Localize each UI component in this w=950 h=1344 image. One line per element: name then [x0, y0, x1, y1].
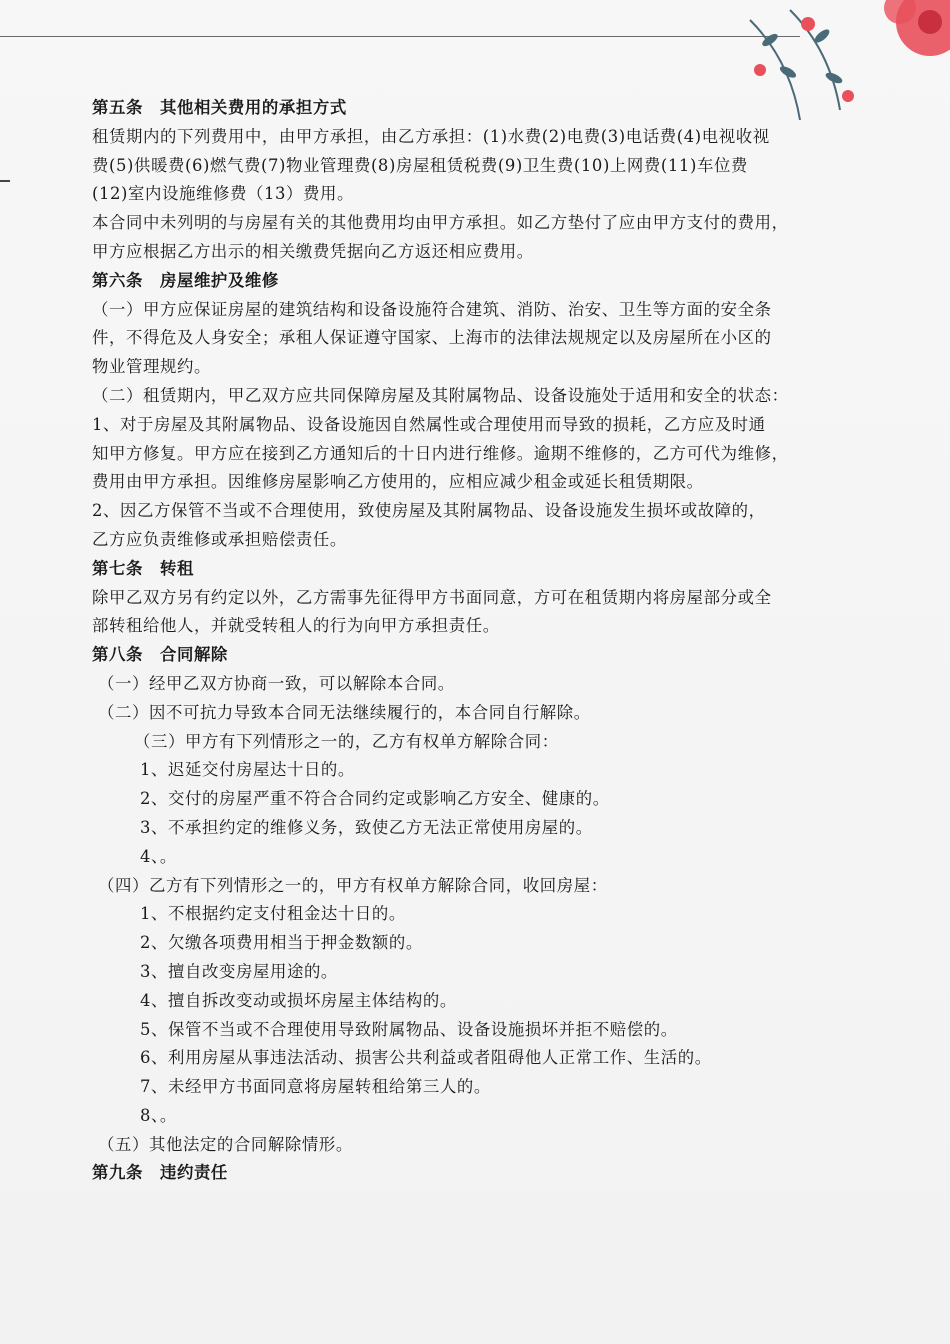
- text-line: 租赁期内的下列费用中，由甲方承担，由乙方承担：(1)水费(2)电费(3)电话费(4)电视收视: [92, 126, 770, 146]
- text-line: 5、保管不当或不合理使用导致附属物品、设备设施损坏并拒不赔偿的。: [140, 1019, 678, 1039]
- text-line: 除甲乙双方另有约定以外，乙方需事先征得甲方书面同意，方可在租赁期内将房屋部分或全: [92, 587, 772, 607]
- text-line: 2、交付的房屋严重不符合合同约定或影响乙方安全、健康的。: [140, 789, 610, 809]
- text-line: （二）租赁期内，甲乙双方应共同保障房屋及其附属物品、设备设施处于适用和安全的状态：: [92, 385, 789, 405]
- section-heading: 第六条 房屋维护及维修: [92, 270, 279, 290]
- text-line: 费(5)供暖费(6)燃气费(7)物业管理费(8)房屋租赁税费(9)卫生费(10)上网费(11)车位费: [92, 155, 748, 175]
- margin-mark: [0, 180, 10, 182]
- text-line: 1、对于房屋及其附属物品、设备设施因自然属性或合理使用而导致的损耗，乙方应及时通: [92, 414, 766, 434]
- text-line: （一）甲方应保证房屋的建筑结构和设备设施符合建筑、消防、治安、卫生等方面的安全条: [92, 299, 772, 319]
- text-line: 甲方应根据乙方出示的相关缴费凭据向乙方返还相应费用。: [92, 241, 534, 261]
- text-line: 本合同中未列明的与房屋有关的其他费用均由甲方承担。如乙方垫付了应由甲方支付的费用，: [92, 213, 789, 233]
- text-line: 部转租给他人，并就受转租人的行为向甲方承担责任。: [92, 616, 500, 636]
- text-line: （三）甲方有下列情形之一的，乙方有权单方解除合同：: [134, 731, 559, 751]
- text-line: 乙方应负责维修或承担赔偿责任。: [92, 529, 347, 549]
- text-line: 2、欠缴各项费用相当于押金数额的。: [140, 933, 423, 953]
- text-line: 4、擅自拆改变动或损坏房屋主体结构的。: [140, 990, 457, 1010]
- text-line: 1、迟延交付房屋达十日的。: [140, 760, 355, 780]
- section-heading: 第九条 违约责任: [92, 1163, 228, 1183]
- section-heading: 第七条 转租: [92, 558, 194, 578]
- header-rule: [0, 36, 800, 37]
- text-line: （二）因不可抗力导致本合同无法继续履行的，本合同自行解除。: [98, 702, 591, 722]
- text-line: 知甲方修复。甲方应在接到乙方通知后的十日内进行维修。逾期不维修的，乙方可代为维修，: [92, 443, 789, 463]
- text-line: 4、。: [140, 846, 177, 866]
- section-heading: 第八条 合同解除: [92, 645, 228, 665]
- text-line: 6、利用房屋从事违法活动、损害公共利益或者阻碍他人正常工作、生活的。: [140, 1048, 712, 1068]
- text-line: 7、未经甲方书面同意将房屋转租给第三人的。: [140, 1077, 491, 1097]
- text-line: 费用由甲方承担。因维修房屋影响乙方使用的，应相应减少租金或延长租赁期限。: [92, 472, 704, 492]
- text-line: 3、擅自改变房屋用途的。: [140, 961, 338, 981]
- text-line: （五）其他法定的合同解除情形。: [98, 1134, 353, 1154]
- text-line: （一）经甲乙双方协商一致，可以解除本合同。: [98, 673, 455, 693]
- contract-body: [92, 94, 872, 1188]
- text-line: (12)室内设施维修费（13）费用。: [92, 184, 354, 204]
- text-line: 1、不根据约定支付租金达十日的。: [140, 904, 406, 924]
- text-line: 2、因乙方保管不当或不合理使用，致使房屋及其附属物品、设备设施发生损坏或故障的，: [92, 501, 766, 521]
- section-heading: 第五条 其他相关费用的承担方式: [92, 98, 347, 117]
- text-line: 3、不承担约定的维修义务，致使乙方无法正常使用房屋的。: [140, 817, 593, 837]
- text-line: 8、。: [140, 1105, 177, 1125]
- text-line: 件，不得危及人身安全；承租人保证遵守国家、上海市的法律法规规定以及房屋所在小区的: [92, 328, 772, 348]
- text-line: 物业管理规约。: [92, 357, 211, 377]
- text-line: （四）乙方有下列情形之一的，甲方有权单方解除合同，收回房屋：: [98, 875, 608, 895]
